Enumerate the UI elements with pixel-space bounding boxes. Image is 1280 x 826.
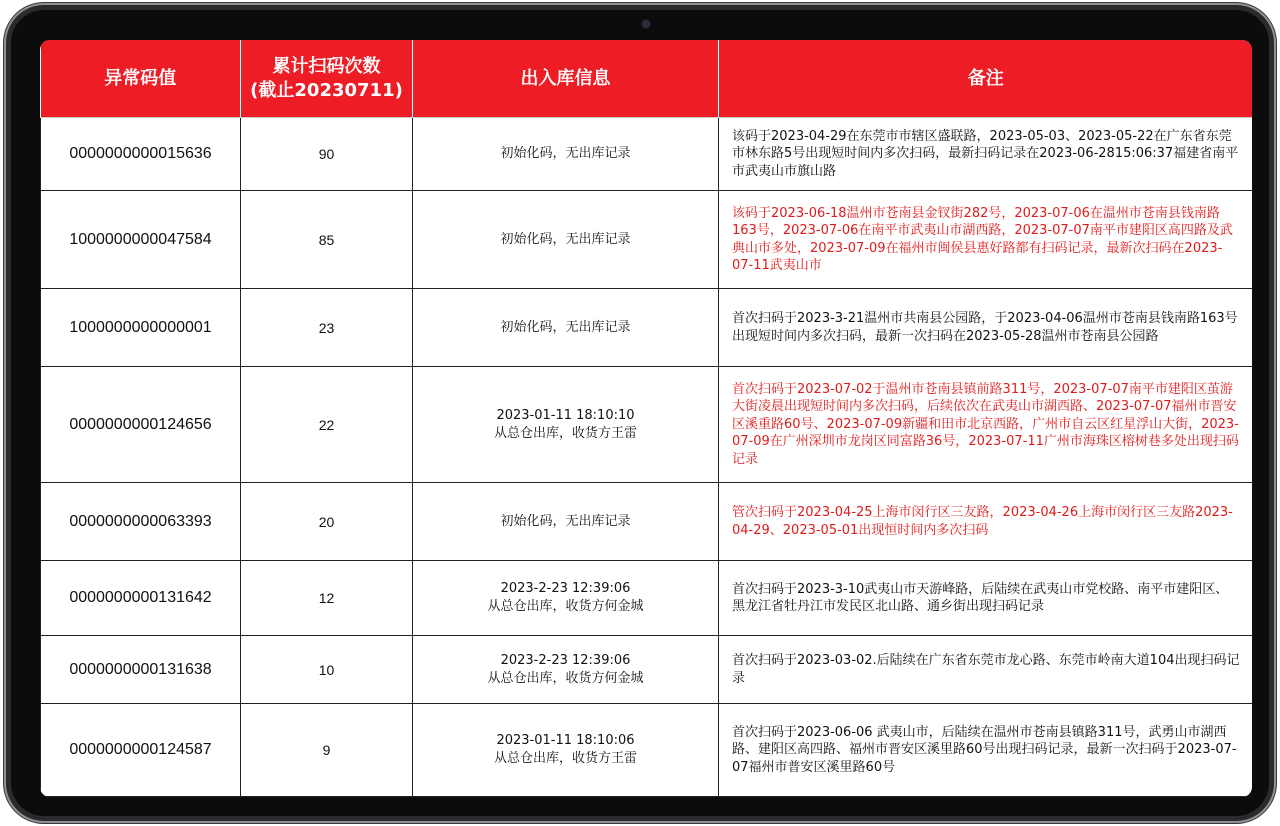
- scan-count-cell: 23: [241, 289, 413, 367]
- table-row: [41, 289, 1253, 367]
- scan-count-cell: 22: [241, 367, 413, 483]
- inout-info-cell: 2023-2-23 12:39:06 从总仓出库，收货方何金城: [413, 636, 719, 704]
- inout-info-cell: 2023-01-11 18:10:10 从总仓出库，收货方王雷: [413, 367, 719, 483]
- inout-info-cell: 初始化码，无出库记录: [413, 191, 719, 289]
- header-inout-info: 出入库信息: [413, 40, 719, 118]
- header-anomaly-code: 异常码值: [41, 40, 241, 118]
- scan-count-cell: 9: [241, 704, 413, 797]
- anomaly-code-cell: 1000000000047584: [41, 191, 241, 289]
- scan-count-cell: 85: [241, 191, 413, 289]
- remark-cell-highlighted: 管次扫码于2023-04-25上海市闵行区三友路，2023-04-26上海市闵行区三友路2023-04-29、2023-05-01出现恒时间内多次扫码: [719, 483, 1253, 561]
- scan-count-cell: 90: [241, 118, 413, 191]
- header-scan-count-title: 累计扫码次数: [272, 55, 381, 77]
- inout-info-cell: 初始化码，无出库记录: [413, 118, 719, 191]
- table-row: [41, 118, 1253, 191]
- anomaly-code-table: [40, 40, 1252, 797]
- remark-cell: 首次扫码于2023-06-06 武夷山市，后陆续在温州市苍南县镇路311号，武勇山市湖西路、建阳区高四路、福州市晋安区溪里路60号出现扫码记录，最新一次扫码于2023-07-07福州市普安区溪里路60号: [719, 704, 1253, 797]
- inout-info-cell: 2023-2-23 12:39:06 从总仓出库，收货方何金城: [413, 561, 719, 636]
- table-row: [41, 367, 1253, 483]
- scan-count-cell: 12: [241, 561, 413, 636]
- anomaly-code-cell: 0000000000131638: [41, 636, 241, 704]
- anomaly-code-cell: 1000000000000001: [41, 289, 241, 367]
- tablet-frame: [6, 5, 1274, 821]
- anomaly-code-cell: 0000000000124587: [41, 704, 241, 797]
- anomaly-code-cell: 0000000000015636: [41, 118, 241, 191]
- inout-info-cell: 初始化码，无出库记录: [413, 483, 719, 561]
- remark-cell: 该码于2023-04-29在东莞市市辖区盛联路，2023-05-03、2023-05-22在广东省东莞市林东路5号出现短时间内多次扫码，最新扫码记录在2023-06-2815:06:37福建省南平市武夷山市旗山路: [719, 118, 1253, 191]
- remark-cell-highlighted: 该码于2023-06-18温州市苍南县金钗街282号，2023-07-06在温州市苍南县钱南路163号，2023-07-06在南平市武夷山市湖西路，2023-07-07南平市建阳区高四路及武典山市多处，2023-07-09在福州市闽侯县惠好路都有扫码记录，最新次扫码在2023-07-11武夷山市: [719, 191, 1253, 289]
- tablet-screen: [40, 40, 1252, 797]
- anomaly-code-cell: 0000000000131642: [41, 561, 241, 636]
- inout-info-cell: 2023-01-11 18:10:06 从总仓出库，收货方王雷: [413, 704, 719, 797]
- remark-cell: 首次扫码于2023-3-21温州市共南县公园路，于2023-04-06温州市苍南县钱南路163号出现短时间内多次扫码，最新一次扫码在2023-05-28温州市苍南县公园路: [719, 289, 1253, 367]
- table-row: [41, 191, 1253, 289]
- header-scan-count-date: (截止20230711): [250, 79, 403, 101]
- table-row: [41, 636, 1253, 704]
- inout-info-cell: 初始化码，无出库记录: [413, 289, 719, 367]
- table-row: [41, 483, 1253, 561]
- camera-icon: [642, 20, 650, 28]
- scan-count-cell: 20: [241, 483, 413, 561]
- scan-count-cell: 10: [241, 636, 413, 704]
- remark-cell-highlighted: 首次扫码于2023-07-02于温州市苍南县镇前路311号，2023-07-07南平市建阳区茧游大街凌晨出现短时间内多次扫码，后续依次在武夷山市湖西路、2023-07-07福州市晋安区溪重路60号、2023-07-09新疆和田市北京西路，广州市自云区红星浮山大街，2023-07-09在广州深圳市龙岗区同富路36号，2023-07-11广州市海珠区榕树巷多处出现扫码记录: [719, 367, 1253, 483]
- remark-cell: 首次扫码于2023-3-10武夷山市天游峰路，后陆续在武夷山市党校路、南平市建阳区、黑龙江省牡丹江市发民区北山路、通乡街出现扫码记录: [719, 561, 1253, 636]
- header-remark: 备注: [719, 40, 1253, 118]
- remark-cell: 首次扫码于2023-03-02.后陆续在广东省东莞市龙心路、东莞市岭南大道104出现扫码记录: [719, 636, 1253, 704]
- table-header-row: [41, 40, 1253, 118]
- table-row: [41, 561, 1253, 636]
- anomaly-code-cell: 0000000000063393: [41, 483, 241, 561]
- header-scan-count: [241, 40, 413, 118]
- anomaly-code-cell: 0000000000124656: [41, 367, 241, 483]
- table-row: [41, 704, 1253, 797]
